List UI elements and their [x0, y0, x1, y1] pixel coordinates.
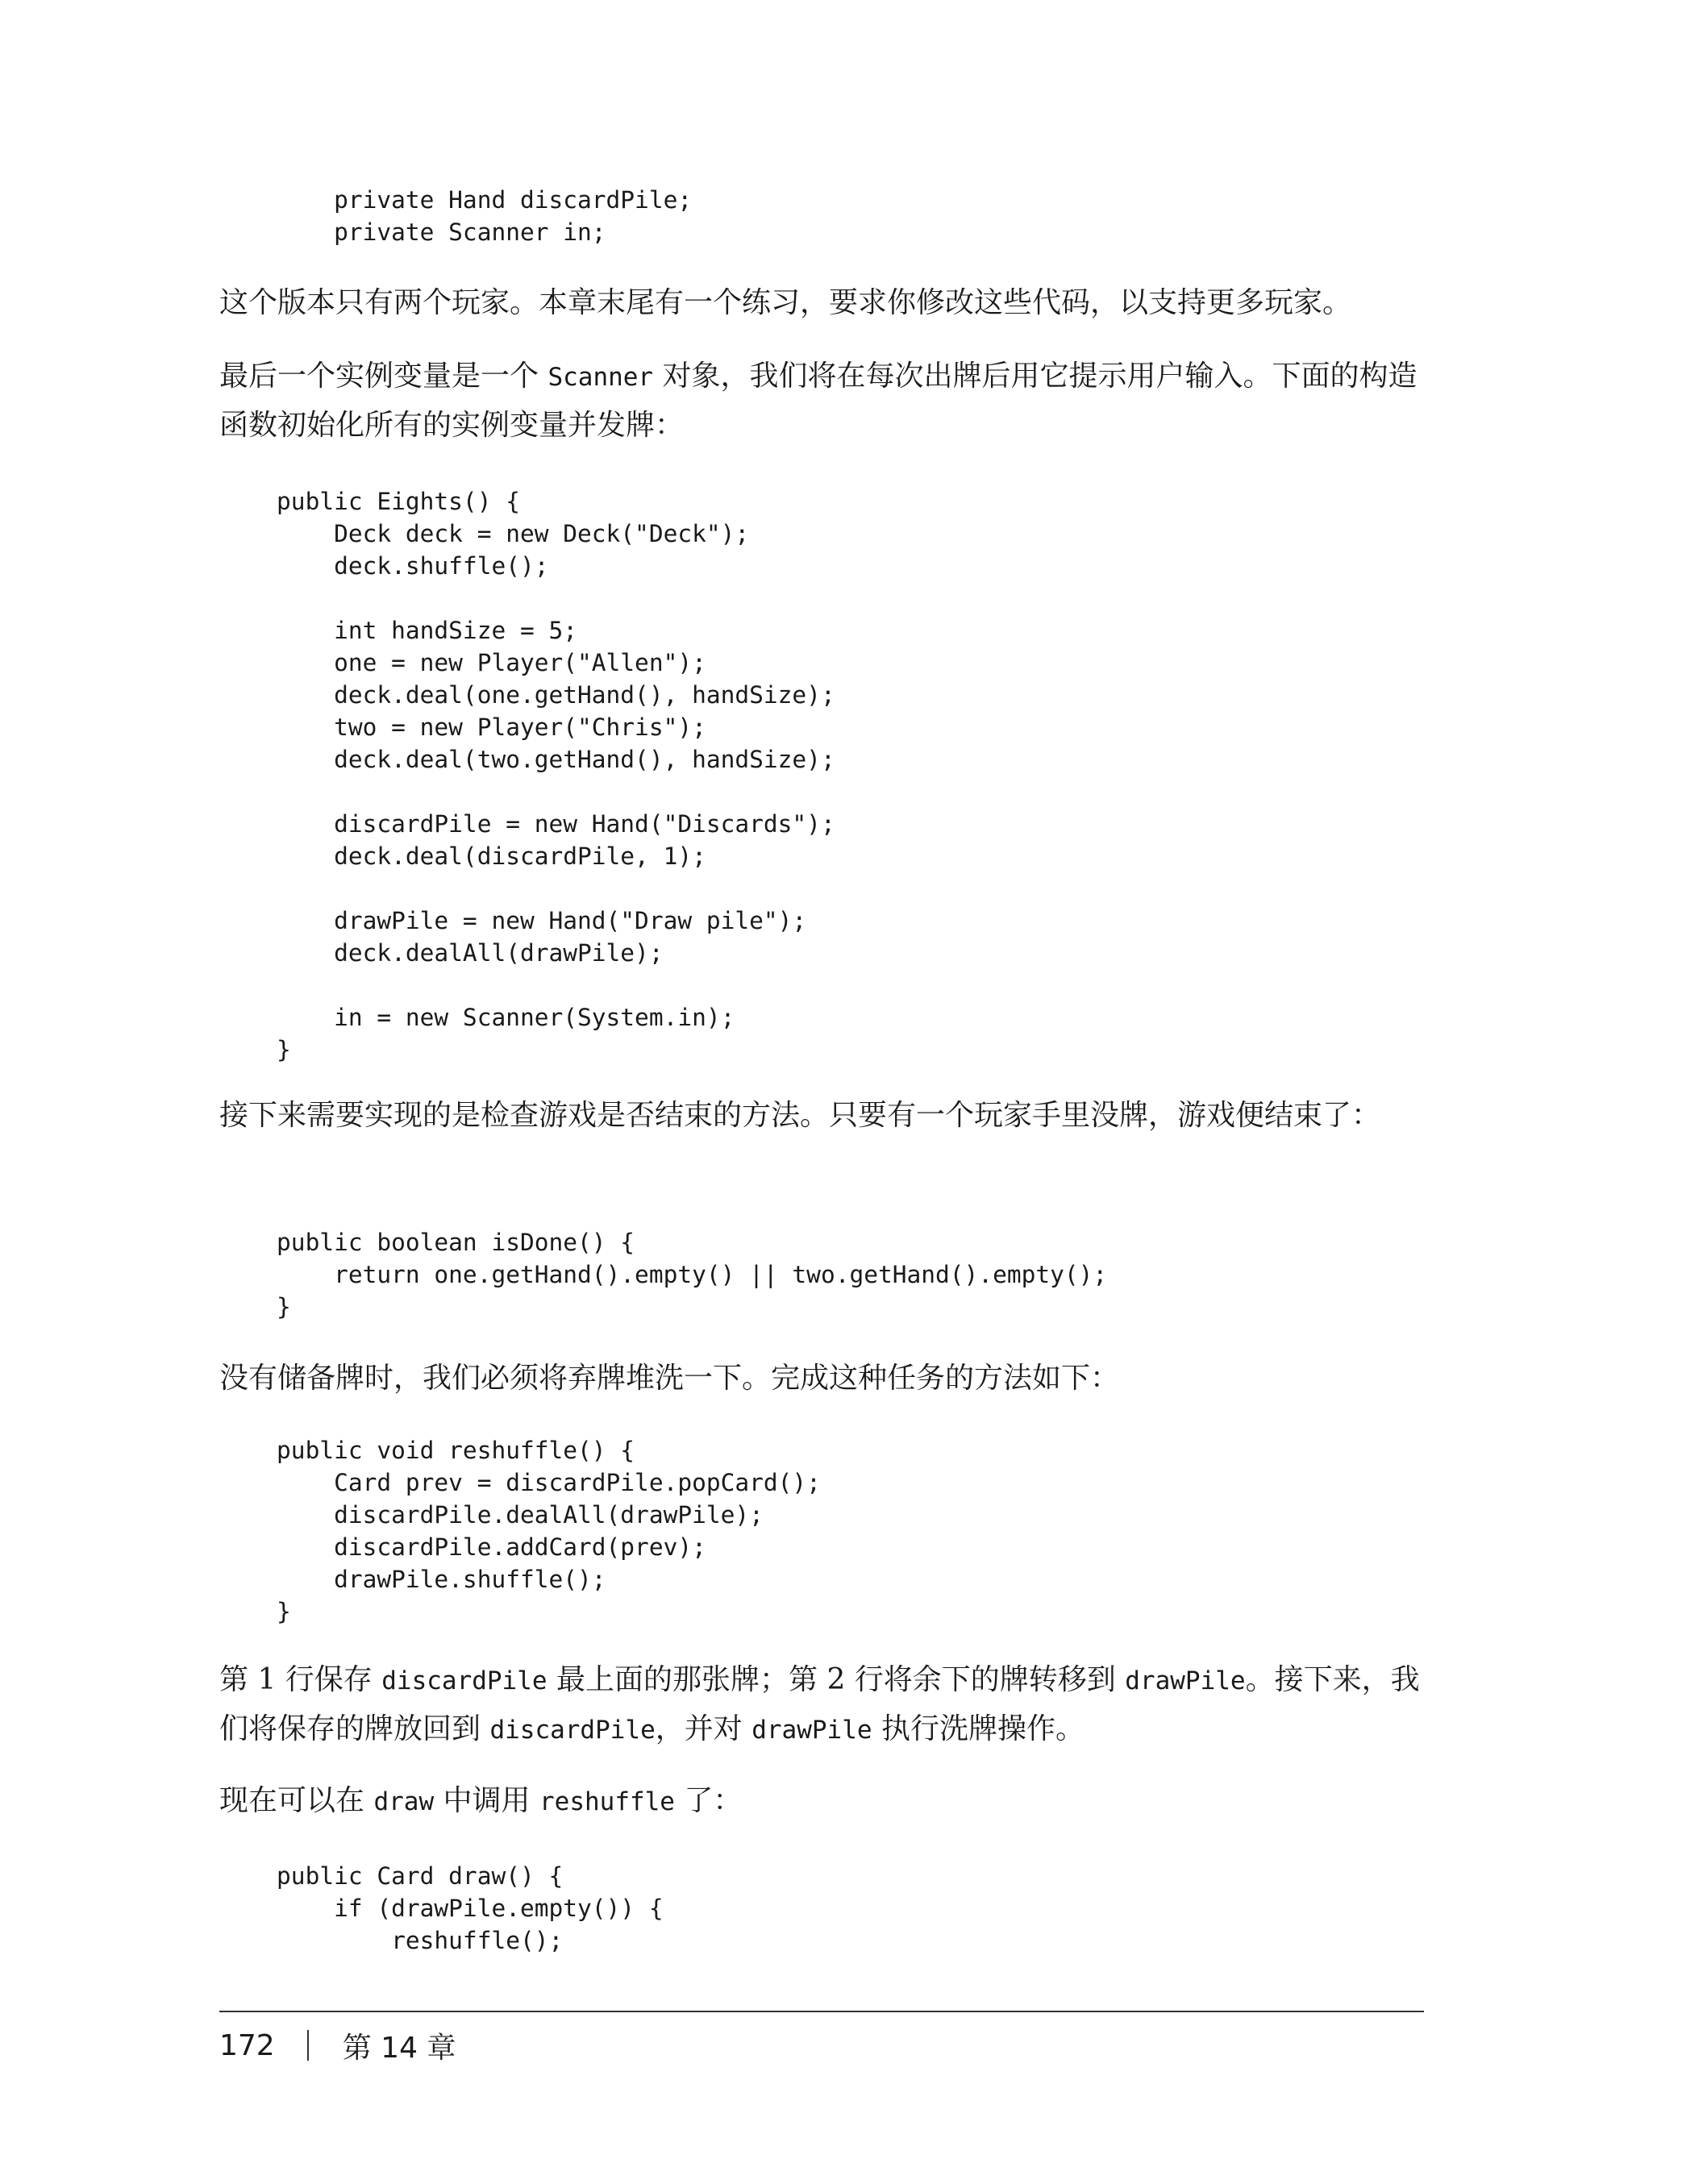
inline-code: drawPile	[1125, 1666, 1246, 1695]
code-block-instance-vars	[219, 184, 1424, 248]
inline-code: draw	[373, 1787, 435, 1816]
code-text: private Hand discardPile; private Scanner in;	[334, 186, 693, 246]
text-run: 。接下来，我们将保存的牌放回到	[219, 1663, 1420, 1745]
paragraph-text	[219, 352, 1424, 450]
inline-code: discardPile	[381, 1666, 547, 1695]
text-run: 中调用	[434, 1784, 539, 1817]
code-text: public void reshuffle() { Card prev = discardPile.popCard(); discardPile.dealAll(drawPile); discardPile.addCard(prev); drawPile.shuffle(); }	[277, 1437, 821, 1625]
text-run: 最上面的那张牌；第 2 行将余下的牌转移到	[547, 1663, 1126, 1696]
text-run: 第 1 行保存	[219, 1663, 382, 1696]
code-text: public Card draw() { if (drawPile.empty()) { reshuffle();	[277, 1862, 664, 1954]
code-text: public boolean isDone() { return one.getHand().empty() || two.getHand().empty(); }	[277, 1229, 1108, 1321]
paragraph-players	[219, 279, 1424, 327]
footer-separator	[307, 2030, 309, 2061]
paragraph-text: 这个版本只有两个玩家。本章末尾有一个练习，要求你修改这些代码，以支持更多玩家。	[219, 286, 1352, 319]
page-footer	[219, 2025, 456, 2065]
text-run: ，并对	[655, 1712, 752, 1745]
code-block-reshuffle	[219, 1434, 1424, 1628]
code-block-draw	[219, 1860, 1424, 1957]
page-number: 172	[219, 2028, 275, 2062]
paragraph-text: 没有储备牌时，我们必须将弃牌堆洗一下。完成这种任务的方法如下：	[219, 1362, 1120, 1395]
paragraph-text: 接下来需要实现的是检查游戏是否结束的方法。只要有一个玩家手里没牌，游戏便结束了：	[219, 1099, 1381, 1132]
paragraph-isdone-intro	[219, 1092, 1424, 1140]
code-block-constructor	[219, 485, 1424, 1066]
text-run: 对象，我们将在每次出牌后用它提示用户输入。下面的构造函数初始化所有的实例变量并发牌：	[219, 360, 1418, 442]
inline-code: Scanner	[547, 363, 654, 392]
text-run: 现在可以在	[219, 1784, 374, 1817]
code-text: public Eights() { Deck deck = new Deck("Deck"); deck.shuffle(); int handSize = 5; one = new Player("Allen"); deck.deal(one.getHand(), handSize); two = new Player("Chris"); deck.deal(two.getHand(), handSize); discardPile = new Hand("Discards"); deck.deal(discardPile, 1); drawPile = new Hand("Draw pile"); deck.dealAll(drawPile); in = new Scanner(System.in); }	[277, 488, 835, 1063]
footer-rule	[219, 2011, 1424, 2012]
paragraph-scanner	[219, 352, 1424, 450]
text-run: 最后一个实例变量是一个	[219, 360, 548, 393]
paragraph-reshuffle-intro	[219, 1354, 1424, 1403]
paragraph-reshuffle-explain	[219, 1656, 1424, 1754]
chapter-label: 第 14 章	[342, 2031, 456, 2065]
code-block-isdone	[219, 1226, 1424, 1323]
inline-code: discardPile	[489, 1716, 656, 1745]
inline-code: reshuffle	[539, 1787, 675, 1816]
text-run: 了：	[674, 1784, 743, 1817]
paragraph-text	[219, 1656, 1424, 1754]
inline-code: drawPile	[751, 1716, 872, 1745]
text-run: 执行洗牌操作。	[872, 1712, 1085, 1745]
paragraph-draw-intro	[219, 1777, 1424, 1826]
paragraph-text	[219, 1777, 1424, 1826]
